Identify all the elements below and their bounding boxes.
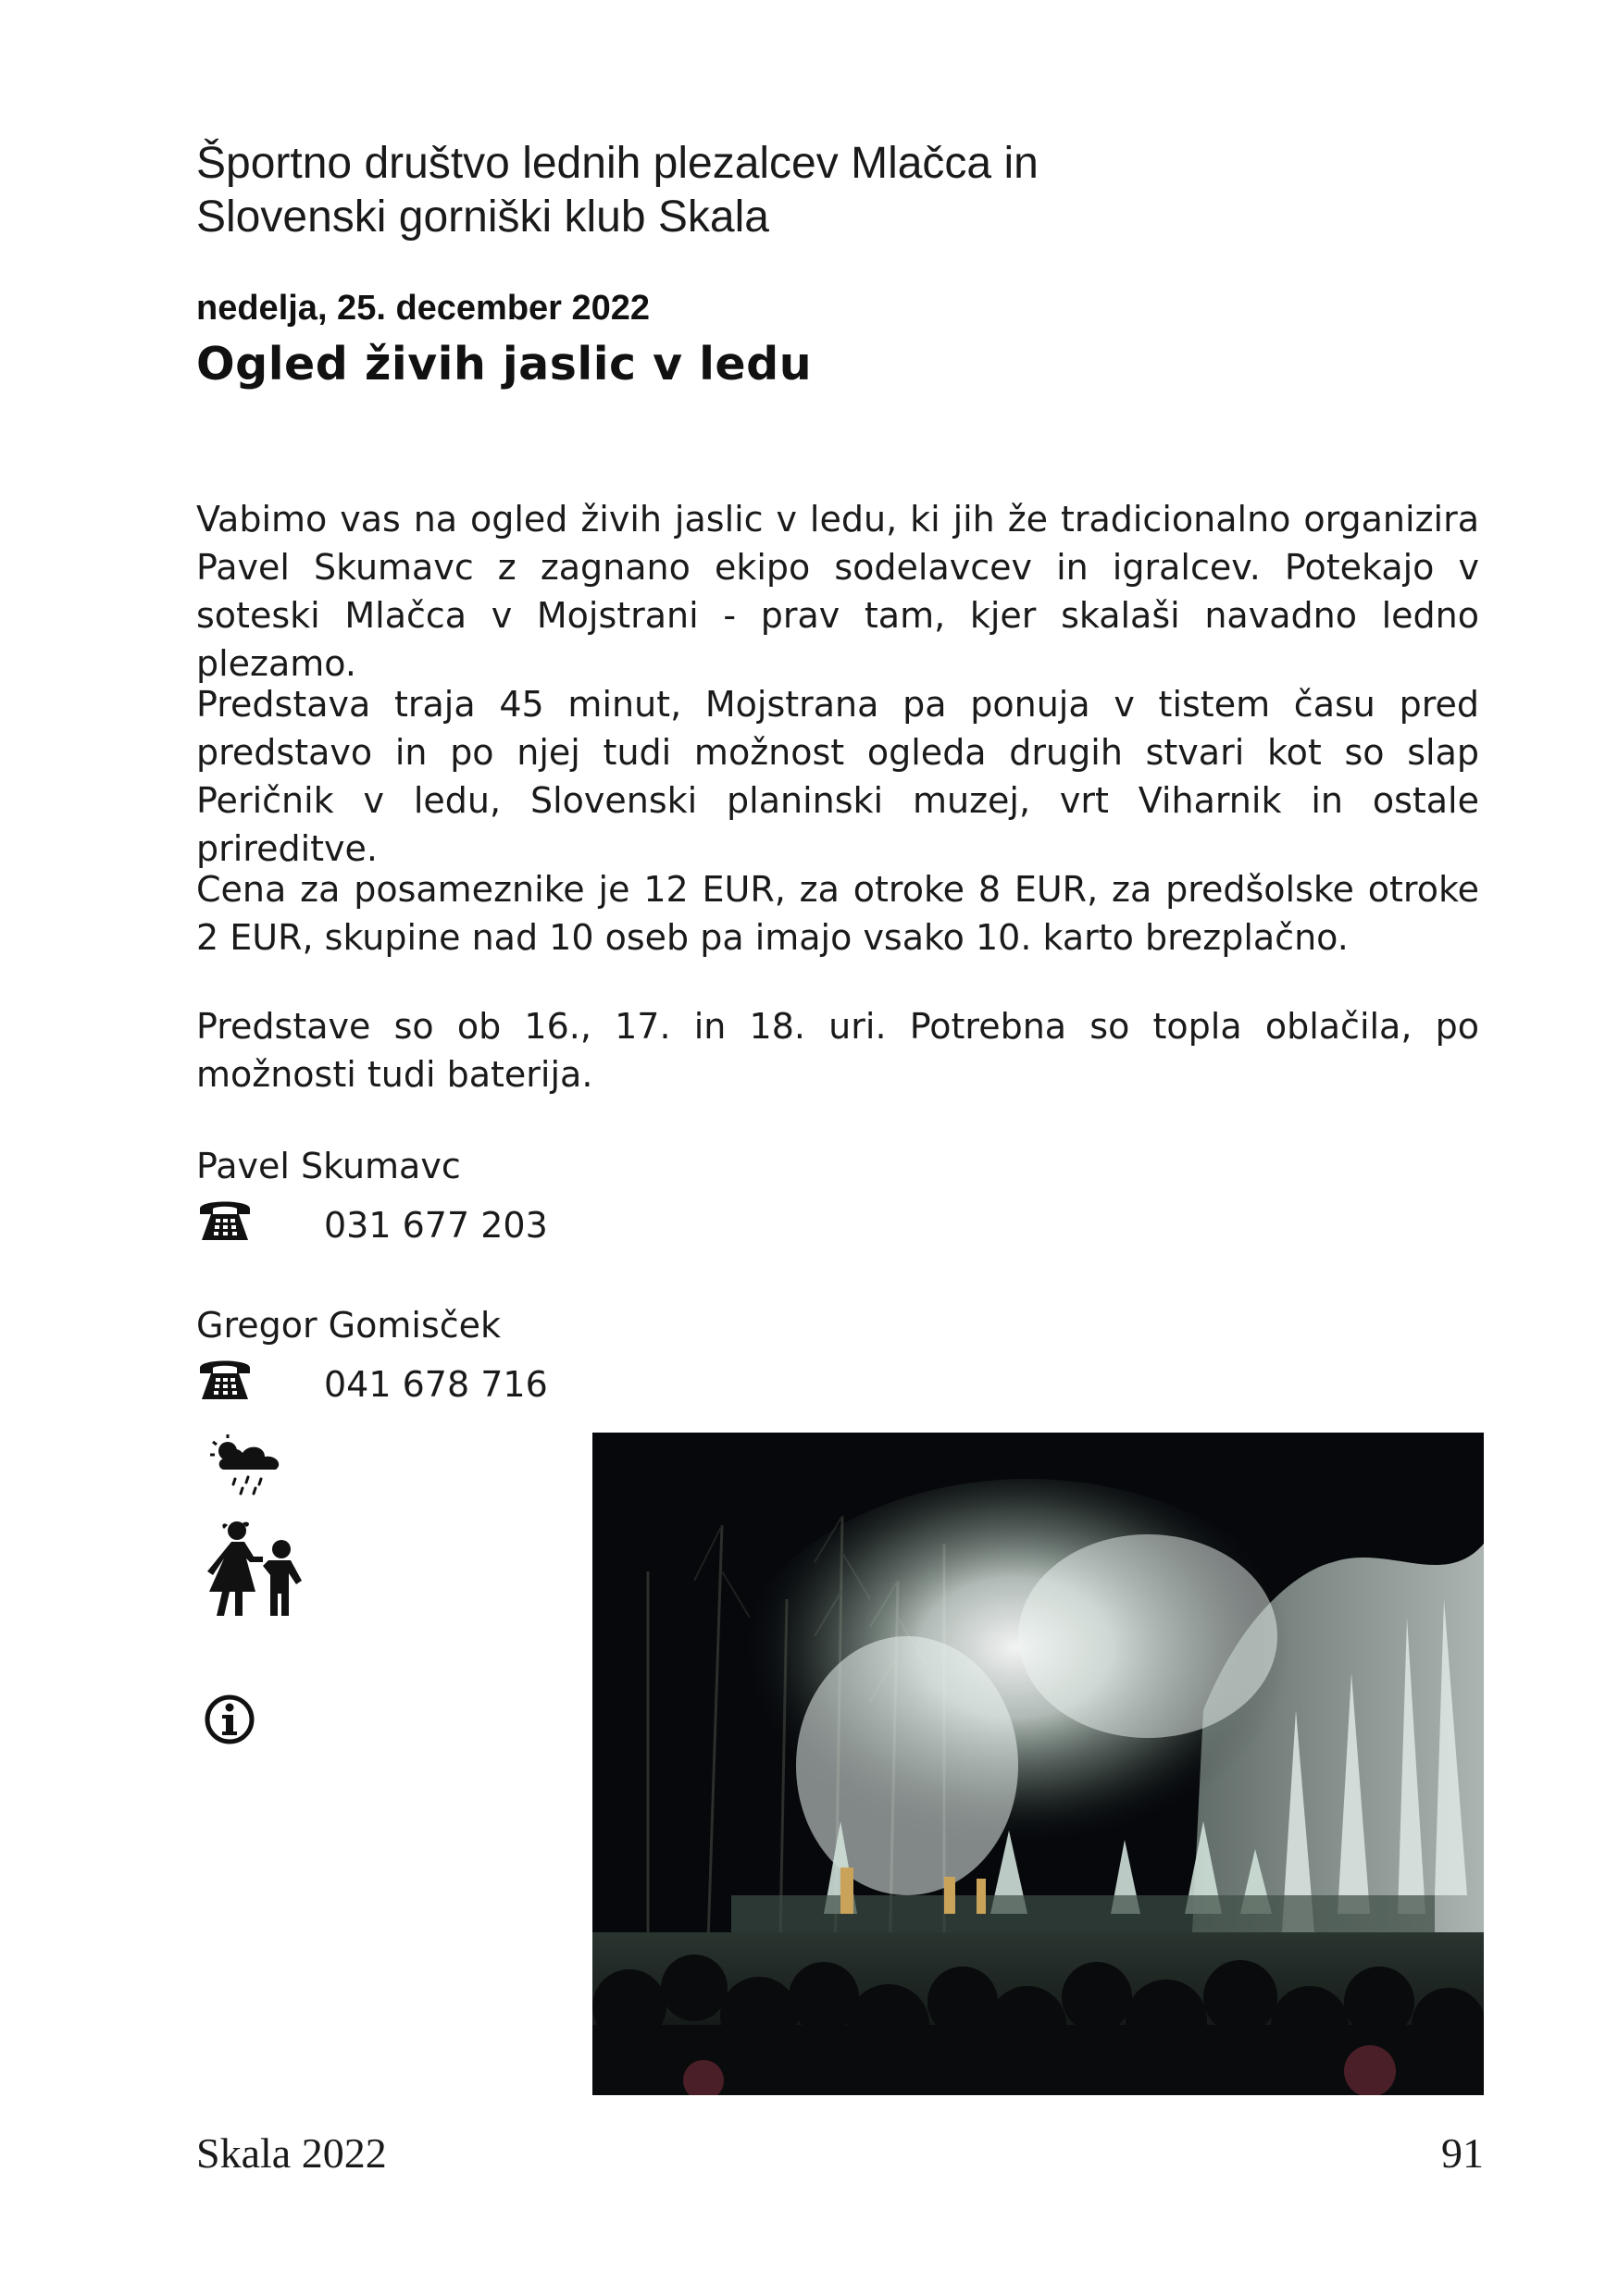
weather-cloud-rain-icon	[207, 1433, 292, 1499]
contact-name-1: Pavel Skumavc	[196, 1146, 461, 1186]
telephone-icon	[196, 1194, 254, 1244]
organizer-line-2: Slovenski gorniški klub Skala	[196, 192, 769, 242]
contact-name-2: Gregor Gomisček	[196, 1305, 502, 1346]
telephone-icon	[196, 1353, 254, 1403]
paragraph-duration: Predstava traja 45 minut, Mojstrana pa ponuja v tistem času pred predstavo in po njej tudi možnost ogleda drugih stvari kot so slap Peričnik v ledu, Slovenski planinski muzej, vrt Viharnik in ostale prireditve.	[196, 684, 1479, 869]
info-icon	[204, 1694, 255, 1745]
ice-nativity-scene-photo	[592, 1433, 1484, 2095]
footer-page-number: 91	[1441, 2129, 1484, 2177]
photo-illustration	[592, 1433, 1484, 2095]
event-date: nedelja, 25. december 2022	[196, 289, 651, 328]
paragraph-intro: Vabimo vas na ogled živih jaslic v ledu, ki jih že tradicionalno organizira Pavel Skumavc z zagnano ekipo sodelavcev in igralcev. Potekajo v soteski Mlačca v Mojstrani - prav tam, kjer skalaši navadno ledno plezamo.	[196, 499, 1479, 684]
footer-publication: Skala 2022	[196, 2129, 387, 2177]
organizer-heading	[196, 137, 1039, 244]
contact-phone-1: 031 677 203	[324, 1205, 548, 1246]
paragraph-times: Predstave so ob 16., 17. in 18. uri. Potrebna so topla oblačila, po možnosti tudi baterija.	[196, 1006, 1479, 1095]
paragraph-prices: Cena za posameznike je 12 EUR, za otroke 8 EUR, za predšolske otroke 2 EUR, skupine nad 10 oseb pa imajo vsako 10. karto brezplačno.	[196, 869, 1479, 958]
family-children-icon	[196, 1520, 307, 1620]
contact-phone-2: 041 678 716	[324, 1364, 548, 1405]
event-title: Ogled živih jaslic v ledu	[196, 338, 813, 391]
organizer-line-1: Športno društvo lednih plezalcev Mlačca in	[196, 139, 1039, 188]
